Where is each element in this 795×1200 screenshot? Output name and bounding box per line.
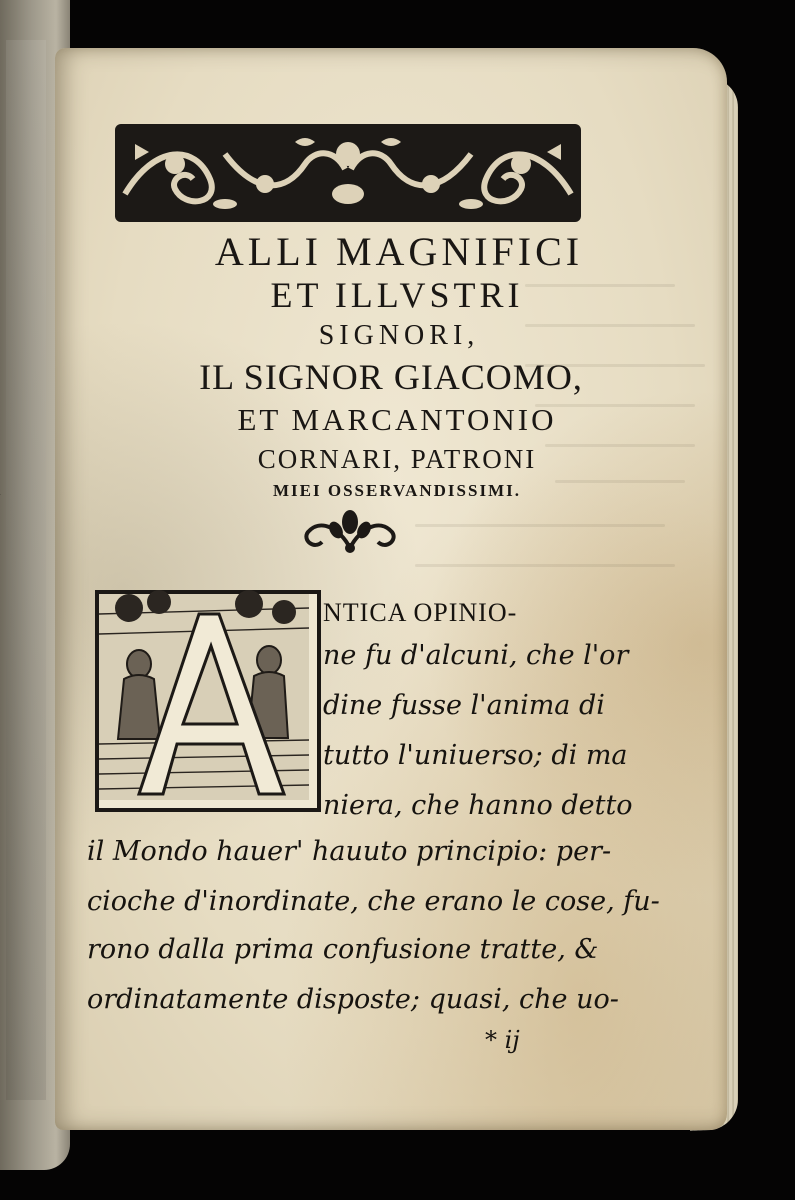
dedication-line-4: IL SIGNOR GIACOMO,: [199, 357, 583, 397]
text-line-5: niera, che hanno detto: [323, 790, 633, 821]
text-line-4: tutto l'uniuerso; di ma: [323, 740, 628, 771]
dedication-line-7: MIEI OSSERVANDISSIMI.: [273, 481, 521, 500]
text-line-8: rono dalla prima confusione tratte, &: [87, 934, 599, 965]
signature-mark: * ij: [485, 1026, 520, 1054]
initial-woodcut-illustration: [99, 594, 309, 800]
fleuron-ornament: [300, 508, 400, 556]
headpiece-ornament: [115, 124, 581, 222]
dedication-line-5: ET MARCANTONIO: [237, 402, 557, 437]
dedication-line-6: CORNARI, PATRONI: [257, 444, 537, 474]
text-line-2: ne fu d'alcuni, che l'or: [323, 640, 629, 671]
historiated-initial: [95, 590, 321, 812]
book-page: [55, 48, 727, 1130]
text-line-3: dine fusse l'anima di: [323, 690, 605, 721]
dedication-line-2: ET ILLVSTRI: [270, 275, 524, 315]
text-line-7: cioche d'inordinate, che erano le cose, fu-: [87, 886, 660, 917]
text-line-1: NTICA OPINIO-: [323, 598, 518, 627]
text-line-6: il Mondo hauer' hauuto principio: per-: [87, 836, 612, 867]
dedication-line-3: SIGNORI,: [318, 320, 480, 351]
text-line-9: ordinatamente disposte; quasi, che uo-: [87, 984, 619, 1015]
dedication-line-1: ALLI MAGNIFICI: [214, 229, 584, 274]
